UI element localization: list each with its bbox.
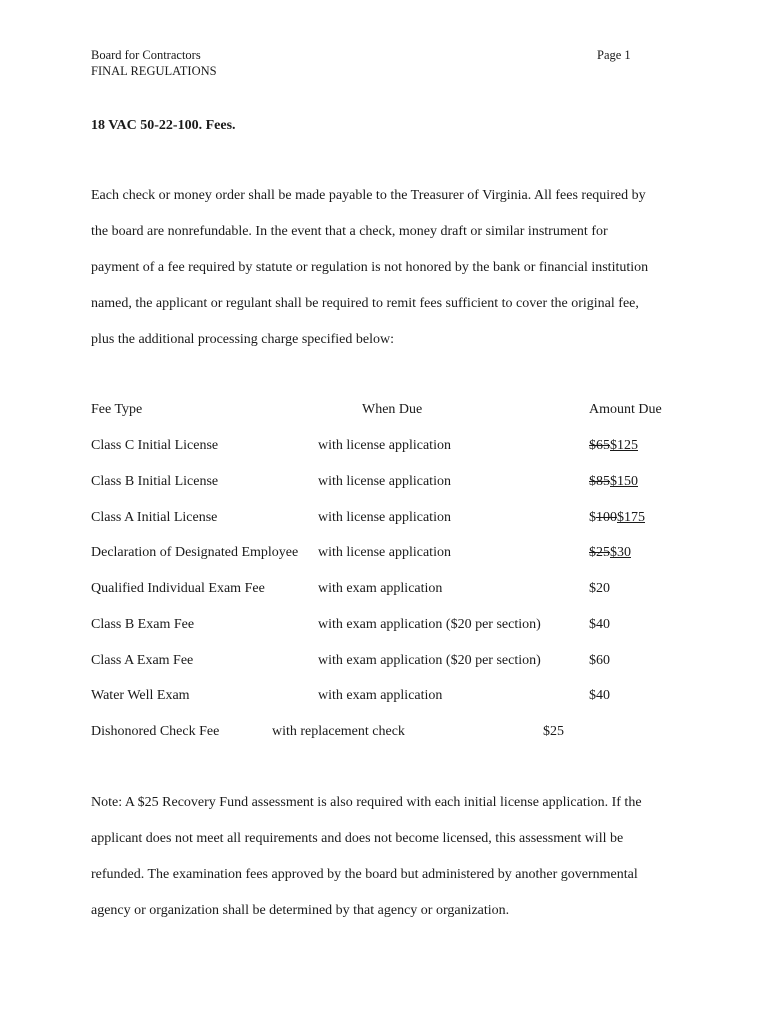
when-due-cell: with exam application ($20 per section) [318,617,541,632]
amount-cell [589,510,645,526]
when-due-cell: with exam application [318,688,443,703]
fee-type-cell: Water Well Exam [91,688,190,703]
intro-line: Each check or money order shall be made payable to the Treasurer of Virginia. All fees required by [91,188,646,203]
intro-line: plus the additional processing charge specified below: [91,332,394,347]
fee-type-cell: Class B Initial License [91,474,219,489]
fee-type-cell: Dishonored Check Fee [91,724,220,739]
when-due-cell: with exam application ($20 per section) [318,653,541,668]
header-when-due: When Due [362,402,423,417]
note-line: applicant does not meet all requirements and does not become licensed, this assessment will be [91,831,624,846]
amount-cell [589,474,638,490]
fee-type-cell: Class C Initial License [91,438,219,453]
amount-cell [589,545,631,561]
amount-old: $25 [589,545,610,560]
fee-type-cell: Class B Exam Fee [91,617,195,632]
page-number: Page 1 [597,48,631,62]
amount-cell: $25 [543,724,564,739]
amount-new: $175 [617,510,645,525]
when-due-cell: with exam application [318,581,443,596]
amount-old: $65 [589,438,610,453]
amount-old: $85 [589,474,610,489]
intro-line: payment of a fee required by statute or regulation is not honored by the bank or financial institution [91,260,649,275]
table-row [0,474,770,494]
intro-line: named, the applicant or regulant shall be required to remit fees sufficient to cover the original fee, [91,296,639,311]
amount-new: $30 [610,545,631,560]
table-row [0,581,770,601]
table-header-row [0,402,770,422]
header-fee-type: Fee Type [91,402,143,417]
amount-new: $150 [610,474,638,489]
fee-type-cell: Class A Initial License [91,510,218,525]
when-due-cell: with license application [318,474,451,489]
table-row [0,438,770,458]
fee-type-cell: Class A Exam Fee [91,653,194,668]
table-row [0,688,770,708]
amount-cell: $40 [589,617,610,632]
table-row [0,510,770,530]
fee-type-cell: Qualified Individual Exam Fee [91,581,265,596]
when-due-cell: with replacement check [272,724,405,739]
header-section: FINAL REGULATIONS [91,64,217,78]
when-due-cell: with license application [318,510,451,525]
amount-cell: $60 [589,653,610,668]
fee-type-cell: Declaration of Designated Employee [91,545,299,560]
table-row [0,653,770,673]
amount-cell: $40 [589,688,610,703]
header-amount-due: Amount Due [589,402,662,417]
note-line: agency or organization shall be determined by that agency or organization. [91,903,510,918]
note-line: refunded. The examination fees approved by the board but administered by another governmental [91,867,638,882]
when-due-cell: with license application [318,438,451,453]
note-line: Note: A $25 Recovery Fund assessment is also required with each initial license application. If the [91,795,642,810]
amount-cell: $20 [589,581,610,596]
header-board: Board for Contractors [91,48,201,62]
table-row [0,545,770,565]
table-row [0,724,770,744]
amount-prefix: $ [589,510,596,525]
intro-line: the board are nonrefundable. In the event that a check, money draft or similar instrument for [91,224,608,239]
amount-cell [589,438,638,454]
amount-new: $125 [610,438,638,453]
section-title: 18 VAC 50-22-100. Fees. [91,118,236,133]
table-row [0,617,770,637]
amount-old: 100 [596,510,617,525]
when-due-cell: with license application [318,545,451,560]
